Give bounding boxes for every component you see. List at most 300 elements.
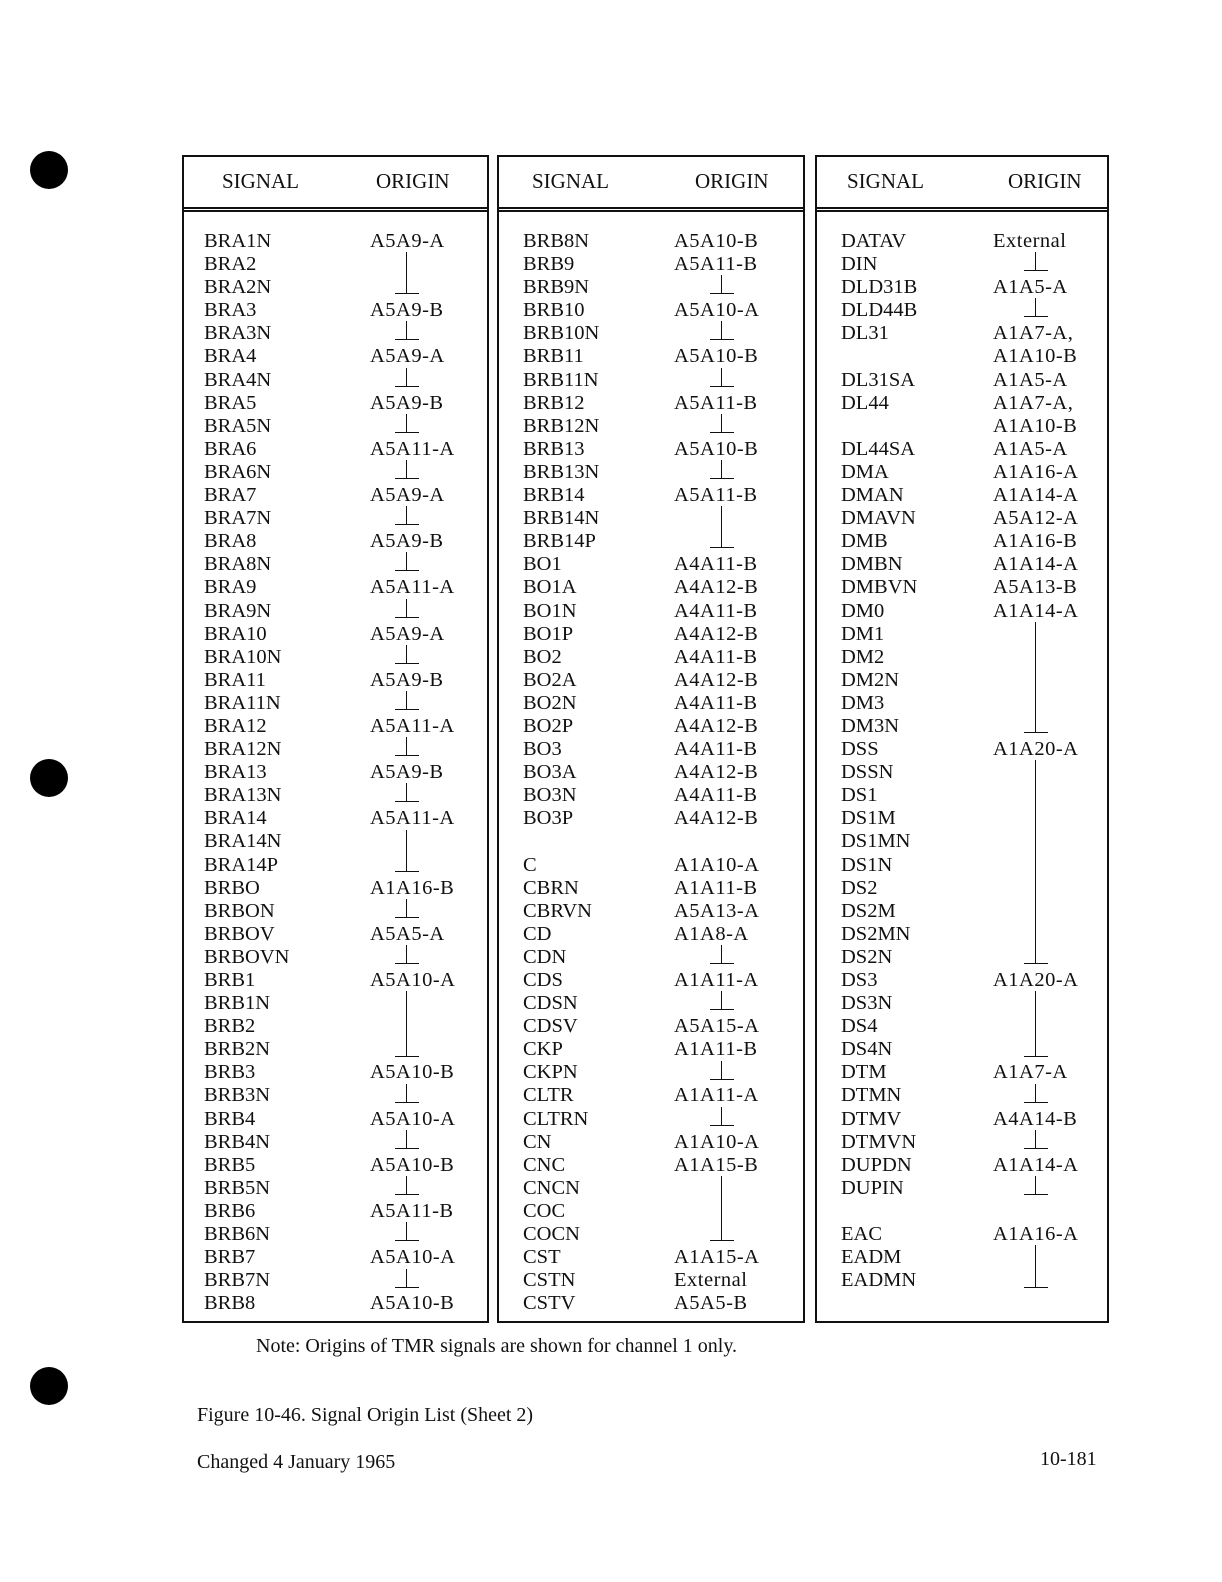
signal-origin-table-2 [497, 155, 805, 1323]
table-row [184, 784, 487, 807]
origin-value: A1A10-A [674, 853, 760, 876]
table-row [184, 253, 487, 276]
signal-name: BRB7 [204, 1246, 256, 1269]
signal-name: CNC [523, 1153, 566, 1176]
origin-value: A4A12-B [674, 622, 759, 645]
table-row [499, 738, 803, 761]
signal-name: BRA8N [204, 553, 272, 576]
table-row [817, 600, 1107, 623]
table-row [499, 1038, 803, 1061]
signal-name: EADMN [841, 1269, 917, 1292]
table-body [499, 230, 803, 1315]
ditto-mark [406, 1222, 407, 1241]
signal-name: DS2M [841, 899, 896, 922]
table-row [499, 623, 803, 646]
table-header [499, 157, 803, 212]
ditto-mark [406, 599, 407, 618]
origin-value: A5A11-B [674, 484, 758, 507]
signal-name: BO1A [523, 576, 577, 599]
signal-name: BRA11N [204, 691, 281, 714]
table-row [499, 600, 803, 623]
signal-name: CSTV [523, 1292, 576, 1315]
signal-name: DATAV [841, 230, 907, 252]
signal-column-header: SIGNAL [532, 169, 609, 193]
origin-value: A5A10-B [674, 437, 759, 460]
ditto-mark [406, 945, 407, 964]
origin-value: A5A9-A [370, 230, 445, 252]
origin-value: A1A11-A [674, 1084, 759, 1107]
table-row [817, 1246, 1107, 1269]
ditto-mark [406, 1176, 407, 1195]
signal-name: BRA9 [204, 576, 257, 599]
table-row [499, 276, 803, 299]
signal-name: CNCN [523, 1176, 580, 1199]
origin-value: A1A11-B [674, 1038, 758, 1061]
signal-name: DM1 [841, 622, 885, 645]
signal-name: BRB6N [204, 1223, 271, 1246]
signal-name: CDSN [523, 992, 578, 1015]
signal-name: DL31 [841, 322, 889, 345]
signal-name: BRB11N [523, 368, 599, 391]
signal-name: BRB14N [523, 507, 600, 530]
signal-name: BO1P [523, 622, 574, 645]
signal-name: DS3 [841, 969, 878, 991]
table-row [817, 230, 1107, 253]
signal-name: DS4N [841, 1038, 893, 1061]
table-body [184, 230, 487, 1315]
origin-value: A5A11-B [674, 391, 758, 414]
table-row [184, 600, 487, 623]
table-row [499, 1292, 803, 1315]
origin-value: A1A14-A [993, 553, 1079, 576]
signal-name: BRA7 [204, 484, 257, 507]
table-row [817, 900, 1107, 923]
table-row [817, 946, 1107, 969]
origin-value: A1A7-A [993, 1061, 1068, 1084]
table-row [499, 1108, 803, 1131]
signal-name: DTMN [841, 1084, 902, 1107]
table-row [184, 1015, 487, 1038]
origin-value: External [993, 230, 1067, 252]
origin-value: A1A5-A [993, 276, 1068, 299]
origin-value: A4A12-B [674, 576, 759, 599]
signal-name: BO3N [523, 784, 577, 807]
origin-value: A5A10-B [674, 230, 759, 252]
signal-name: EADM [841, 1246, 902, 1269]
signal-name: DS1N [841, 853, 893, 876]
table-row [499, 553, 803, 576]
signal-name: BRB5 [204, 1153, 256, 1176]
signal-origin-table-1 [182, 155, 489, 1323]
signal-name: BRBOV [204, 922, 275, 945]
signal-name: DS2 [841, 876, 878, 899]
table-row [499, 1223, 803, 1246]
origin-value: A5A9-A [370, 622, 445, 645]
signal-name: DSS [841, 738, 879, 761]
table-row [817, 530, 1107, 553]
origin-value: A1A5-A [993, 437, 1068, 460]
signal-column-header: SIGNAL [847, 169, 924, 193]
table-row [184, 900, 487, 923]
signal-name: BRA13N [204, 784, 282, 807]
table-row [499, 946, 803, 969]
signal-name: CLTRN [523, 1107, 589, 1130]
origin-value: A4A14-B [993, 1107, 1078, 1130]
change-date: Changed 4 January 1965 [197, 1451, 396, 1473]
table-row [184, 1246, 487, 1269]
signal-name: BO2P [523, 714, 574, 737]
table-row [499, 322, 803, 345]
table-row [184, 461, 487, 484]
table-row [184, 761, 487, 784]
signal-name: DMB [841, 530, 888, 553]
table-row [499, 1269, 803, 1292]
ditto-mark [406, 691, 407, 710]
table-row [817, 784, 1107, 807]
table-row [817, 854, 1107, 877]
table-row [817, 692, 1107, 715]
table-row [184, 946, 487, 969]
signal-name: CD [523, 922, 552, 945]
table-row [817, 992, 1107, 1015]
punch-hole-top [30, 151, 68, 189]
signal-name: BRA14P [204, 853, 279, 876]
table-row [184, 1292, 487, 1315]
table-row [184, 992, 487, 1015]
table-row [817, 1038, 1107, 1061]
signal-name: DM3N [841, 714, 900, 737]
signal-name: BRBO [204, 876, 260, 899]
origin-value: A5A9-B [370, 530, 444, 553]
signal-name: BRA12N [204, 738, 282, 761]
table-row [817, 877, 1107, 900]
table-row [499, 1084, 803, 1107]
table-row [817, 276, 1107, 299]
signal-name: EAC [841, 1223, 882, 1246]
origin-value: A4A11-B [674, 599, 758, 622]
signal-name: CDS [523, 969, 563, 991]
signal-name: BRB2N [204, 1038, 271, 1061]
signal-name: DTM [841, 1061, 887, 1084]
table-row [499, 461, 803, 484]
origin-value: A1A14-A [993, 1153, 1079, 1176]
origin-value: A1A16-B [993, 530, 1078, 553]
ditto-mark [721, 1107, 722, 1126]
signal-name: DTMVN [841, 1130, 917, 1153]
signal-name: BRB8 [204, 1292, 256, 1315]
table-row [499, 1061, 803, 1084]
table-row [817, 484, 1107, 507]
table-row [184, 576, 487, 599]
signal-name: BRB8N [523, 230, 590, 252]
signal-name: BRA1N [204, 230, 272, 252]
ditto-mark [721, 1176, 722, 1241]
signal-name: BO2N [523, 691, 577, 714]
signal-name: BRB2 [204, 1015, 256, 1038]
signal-name: BO2A [523, 668, 577, 691]
table-row [184, 807, 487, 830]
origin-value: A1A10-B [993, 345, 1078, 368]
origin-value: A4A11-B [674, 784, 758, 807]
signal-name: DS1M [841, 807, 896, 830]
signal-name: BRB5N [204, 1176, 271, 1199]
table-header [817, 157, 1107, 212]
signal-name: DSSN [841, 761, 894, 784]
table-row [184, 646, 487, 669]
table-row [184, 1084, 487, 1107]
table-row [817, 1269, 1107, 1292]
origin-value: A1A16-A [993, 1223, 1079, 1246]
origin-value: A5A13-A [674, 899, 760, 922]
origin-value: A5A9-B [370, 299, 444, 322]
origin-value: A1A20-A [993, 969, 1079, 991]
table-row [184, 854, 487, 877]
signal-name: BRB11 [523, 345, 584, 368]
origin-value: A1A7-A, [993, 391, 1074, 414]
table-row [817, 507, 1107, 530]
ditto-mark [406, 830, 407, 872]
table-row [817, 322, 1107, 345]
figure-caption: Figure 10-46. Signal Origin List (Sheet 2) [197, 1404, 534, 1426]
signal-name: DM3 [841, 691, 885, 714]
origin-value: A1A14-A [993, 484, 1079, 507]
table-row [817, 1015, 1107, 1038]
table-row [499, 299, 803, 322]
signal-name: BRA5N [204, 414, 272, 437]
table-row [184, 276, 487, 299]
table-row [499, 761, 803, 784]
signal-name: DMA [841, 460, 889, 483]
signal-name: BRB1N [204, 992, 271, 1015]
ditto-mark [406, 737, 407, 756]
signal-name: DMBN [841, 553, 903, 576]
origin-value: A5A9-A [370, 484, 445, 507]
table-row [817, 438, 1107, 461]
signal-column-header: SIGNAL [222, 169, 299, 193]
signal-name: DMBVN [841, 576, 918, 599]
table-row [817, 830, 1107, 853]
ditto-mark [721, 945, 722, 964]
signal-name: BRA9N [204, 599, 272, 622]
signal-name: CDN [523, 945, 567, 968]
signal-name: DS2MN [841, 922, 911, 945]
signal-name: DTMV [841, 1107, 902, 1130]
table-row [184, 1223, 487, 1246]
table-row [184, 1200, 487, 1223]
table-row [184, 1154, 487, 1177]
origin-value: A5A13-B [993, 576, 1078, 599]
signal-name: C [523, 853, 537, 876]
table-row [184, 369, 487, 392]
table-row [184, 484, 487, 507]
origin-value: A4A12-B [674, 714, 759, 737]
origin-value: A5A5-A [370, 922, 445, 945]
table-row [499, 854, 803, 877]
signal-name: BRB13 [523, 437, 585, 460]
signal-name: CSTN [523, 1269, 576, 1292]
ditto-mark [406, 368, 407, 387]
origin-value: A4A11-B [674, 645, 758, 668]
origin-value: A5A5-B [674, 1292, 748, 1315]
table-row [499, 576, 803, 599]
table-row [499, 923, 803, 946]
table-row [184, 1108, 487, 1131]
ditto-mark [406, 991, 407, 1056]
signal-name: BRA12 [204, 714, 267, 737]
signal-name: BRA6N [204, 460, 272, 483]
table-row [817, 623, 1107, 646]
origin-value: A5A9-A [370, 345, 445, 368]
table-row [817, 1223, 1107, 1246]
signal-name: BRB3 [204, 1061, 256, 1084]
origin-value: A5A10-B [370, 1292, 455, 1315]
origin-value: A5A11-A [370, 576, 455, 599]
signal-name: BRA7N [204, 507, 272, 530]
origin-value: A1A8-A [674, 922, 749, 945]
signal-name: BRB9N [523, 276, 590, 299]
signal-name: BRA6 [204, 437, 257, 460]
origin-value: A1A15-A [674, 1246, 760, 1269]
origin-value: A1A15-B [674, 1153, 759, 1176]
signal-name: BRB4 [204, 1107, 256, 1130]
table-row [817, 1061, 1107, 1084]
ditto-mark [721, 414, 722, 433]
table-row [499, 438, 803, 461]
signal-name: CN [523, 1130, 552, 1153]
origin-value: A5A9-B [370, 761, 444, 784]
table-row [499, 530, 803, 553]
signal-name: DUPDN [841, 1153, 912, 1176]
ditto-mark [406, 1084, 407, 1103]
signal-name: BRA4 [204, 345, 257, 368]
table-row [499, 692, 803, 715]
table-row [499, 669, 803, 692]
ditto-mark [721, 1061, 722, 1080]
signal-name: BRB14 [523, 484, 585, 507]
signal-name: BRBOVN [204, 945, 290, 968]
ditto-mark [1035, 298, 1036, 317]
signal-name: BO1N [523, 599, 577, 622]
ditto-mark [1035, 622, 1036, 734]
table-row [184, 715, 487, 738]
table-row [499, 715, 803, 738]
table-row [499, 969, 803, 992]
table-row [817, 646, 1107, 669]
ditto-mark [406, 506, 407, 525]
table-row [184, 623, 487, 646]
signal-name: CBRN [523, 876, 579, 899]
table-row [184, 392, 487, 415]
signal-name: BRA13 [204, 761, 267, 784]
origin-value: A5A11-B [370, 1199, 454, 1222]
signal-name: BRB12N [523, 414, 600, 437]
signal-name: BO2 [523, 645, 562, 668]
table-row [184, 923, 487, 946]
ditto-mark [1035, 1176, 1036, 1195]
origin-value: A1A7-A, [993, 322, 1074, 345]
punch-hole-bottom [30, 1367, 68, 1405]
table-row [499, 392, 803, 415]
table-note: Note: Origins of TMR signals are shown for channel 1 only. [256, 1335, 738, 1357]
signal-name: COCN [523, 1223, 580, 1246]
signal-name: CBRVN [523, 899, 592, 922]
ditto-mark [721, 506, 722, 548]
origin-value: A5A10-A [370, 1107, 456, 1130]
signal-name: DLD31B [841, 276, 918, 299]
table-row [184, 415, 487, 438]
ditto-mark [406, 645, 407, 664]
table-row [499, 369, 803, 392]
page-number: 10-181 [1040, 1448, 1097, 1470]
table-row [499, 646, 803, 669]
signal-name: DS1MN [841, 830, 911, 853]
table-row [184, 230, 487, 253]
ditto-mark [406, 552, 407, 571]
table-row [817, 345, 1107, 368]
origin-value: A4A12-B [674, 668, 759, 691]
signal-name: BO3A [523, 761, 577, 784]
origin-value: A4A11-B [674, 691, 758, 714]
table-row [499, 784, 803, 807]
signal-name: DM2 [841, 645, 885, 668]
ditto-mark [406, 783, 407, 802]
origin-value: A1A14-A [993, 599, 1079, 622]
table-row [817, 299, 1107, 322]
table-row [184, 969, 487, 992]
origin-value: A5A11-A [370, 437, 455, 460]
table-row [817, 415, 1107, 438]
table-row [184, 322, 487, 345]
origin-value: A5A11-A [370, 714, 455, 737]
table-row [499, 830, 803, 853]
table-row [184, 1177, 487, 1200]
origin-value: A5A10-A [370, 1246, 456, 1269]
table-row [499, 507, 803, 530]
ditto-mark [406, 414, 407, 433]
table-row [817, 715, 1107, 738]
signal-name: BRB14P [523, 530, 596, 553]
table-row [817, 392, 1107, 415]
table-row [817, 807, 1107, 830]
origin-value: A5A10-B [370, 1061, 455, 1084]
table-row [184, 507, 487, 530]
signal-name: DS4 [841, 1015, 878, 1038]
table-row [184, 1131, 487, 1154]
signal-name: COC [523, 1199, 566, 1222]
signal-name: BO3 [523, 738, 562, 761]
table-row [499, 484, 803, 507]
table-row [184, 553, 487, 576]
table-row [817, 576, 1107, 599]
origin-value: A4A11-B [674, 553, 758, 576]
table-row [817, 923, 1107, 946]
signal-name: DL44SA [841, 437, 916, 460]
signal-name: BO1 [523, 553, 562, 576]
origin-value: A5A11-B [674, 253, 758, 276]
signal-name: BRB12 [523, 391, 585, 414]
origin-column-header: ORIGIN [376, 169, 450, 193]
table-row [817, 1177, 1107, 1200]
table-row [817, 669, 1107, 692]
origin-value: A1A16-A [993, 460, 1079, 483]
table-row [817, 369, 1107, 392]
table-row [817, 1108, 1107, 1131]
table-row [184, 345, 487, 368]
table-row [499, 1015, 803, 1038]
table-row [817, 1084, 1107, 1107]
signal-name: BRB10 [523, 299, 585, 322]
origin-value: External [674, 1269, 748, 1292]
